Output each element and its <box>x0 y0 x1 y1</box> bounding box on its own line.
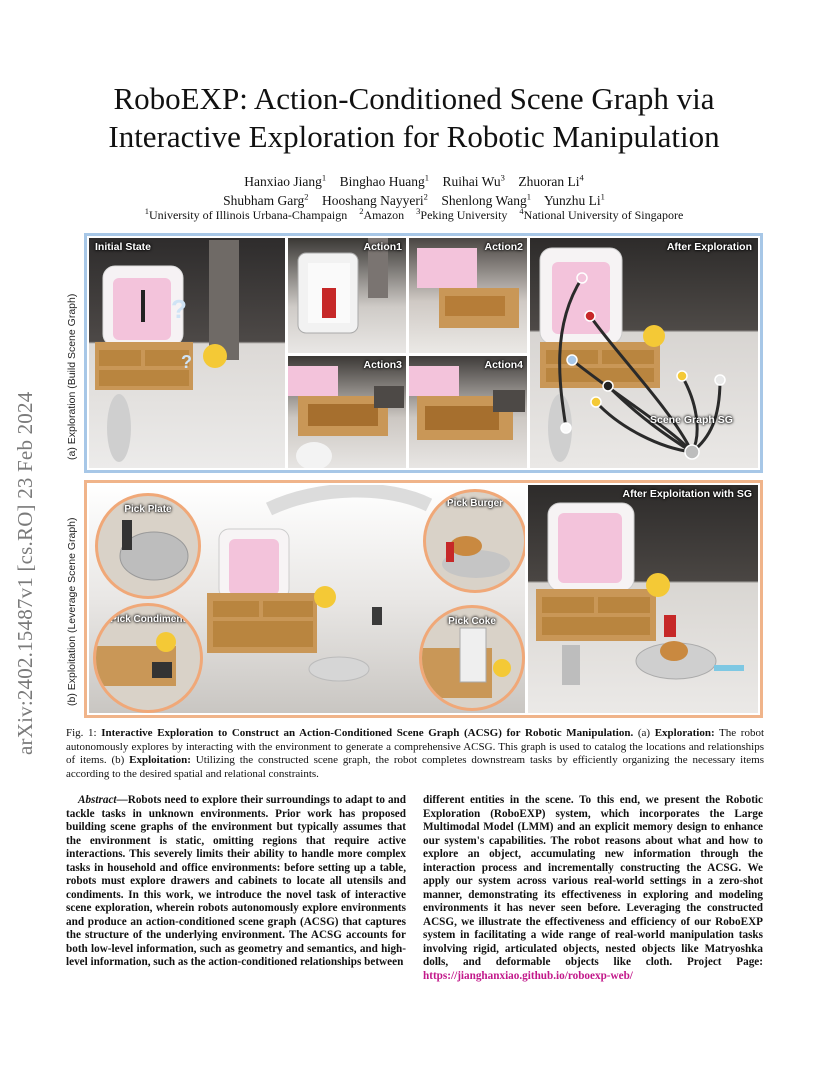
author-name: Yunzhu Li <box>543 193 601 208</box>
scene-graph-illustration <box>530 238 758 468</box>
affil-mark: 1 <box>144 206 149 216</box>
after-exploitation-photo <box>528 485 758 713</box>
action1-photo <box>288 238 406 353</box>
affil-mark: 4 <box>519 206 524 216</box>
author-affil-mark: 4 <box>579 172 584 183</box>
after-exploration-tag: After Exploration <box>666 241 752 253</box>
action3-illustration <box>288 356 406 468</box>
initial-state-tag: Initial State <box>95 241 152 253</box>
action1-illustration <box>288 238 406 353</box>
author-name: Hooshang Nayyeri <box>322 193 424 208</box>
author-affil-mark: 1 <box>321 172 327 183</box>
arxiv-stamp: arXiv:2402.15487v1 [cs.RO] 23 Feb 2024 <box>13 391 37 755</box>
title-line-1: RoboEXP: Action-Conditioned Scene Graph via <box>113 81 715 116</box>
project-page-link[interactable]: https://jianghanxiao.github.io/roboexp-web/ <box>423 969 633 982</box>
affiliation: National University of Singapore <box>523 208 684 222</box>
panel-b-label: (b) Exploitation (Leverage Scene Graph) <box>66 517 78 706</box>
author-name: Zhuoran Li <box>518 174 580 189</box>
action4-tag: Action4 <box>484 359 523 371</box>
figure-caption <box>66 727 764 781</box>
affil-mark: 2 <box>359 206 364 216</box>
after-exploitation-illustration <box>528 485 758 713</box>
exploration-panel <box>84 233 763 473</box>
project-page-label: Project Page: <box>686 956 763 968</box>
pick-condiment-inset <box>93 603 203 713</box>
caption-prefix: Fig. 1: <box>66 727 102 739</box>
exploitation-scene-photo <box>89 485 525 713</box>
panel-a-label: (a) Exploration (Build Scene Graph) <box>66 293 78 460</box>
action3-photo <box>288 356 406 468</box>
pick-plate-tag: Pick Plate <box>124 504 172 515</box>
affil-mark: 3 <box>416 206 421 216</box>
author-name: Hanxiao Jiang <box>244 174 322 189</box>
caption-b-heading: Exploitation: <box>129 754 191 766</box>
author-affil-mark: 2 <box>423 191 428 202</box>
action3-tag: Action3 <box>363 359 402 371</box>
pick-burger-inset <box>423 489 525 593</box>
author-name: Binghao Huang <box>339 174 425 189</box>
author-affil-mark: 2 <box>304 191 309 202</box>
caption-title: Interactive Exploration to Construct an Action-Conditioned Scene Graph (ACSG) for Robotic Manipulation. <box>101 727 634 739</box>
author-affil-mark: 3 <box>500 172 505 183</box>
author-name: Ruihai Wu <box>442 174 501 189</box>
abstract-heading: Abstract <box>78 794 117 806</box>
author-affil-mark: 1 <box>600 191 605 202</box>
after-exploration-photo <box>530 238 758 468</box>
abstract-text-1: —Robots need to explore their surroundings to adapt to and tackle tasks in unknown environments. Prior work has proposed building scene graphs of the environment but typically assumes that the environment is static, omitting regions that require active interactions. This severely limits their ability to handle more complex tasks in household and office environments: before setting up a table, robots must explore drawers and cabinets to locate all utensils and condiments. In this work, we introduce the novel task of interactive scene exploration, wherein robots autonomously explore environments and produce an action-conditioned scene graph (ACSG) that captures the structure of the underlying environment. The ACSG accounts for both low-level information, such as geometry and semantics, and high-level information, such as the action-conditioned relationships between <box>66 794 406 968</box>
affiliation: University of Illinois Urbana-Champaign <box>148 208 348 222</box>
affiliation: Amazon <box>363 208 405 222</box>
action2-photo <box>409 238 527 353</box>
exploitation-panel <box>84 480 763 718</box>
title-line-2: Interactive Exploration for Robotic Manipulation <box>108 119 720 154</box>
author-affil-mark: 1 <box>424 172 430 183</box>
pick-burger-tag: Pick Burger <box>446 498 504 509</box>
author-list <box>60 172 768 210</box>
action2-illustration <box>409 238 527 353</box>
svg-text:?: ? <box>171 294 187 324</box>
author-name: Shubham Garg <box>223 193 305 208</box>
caption-a-heading: Exploration: <box>654 727 715 739</box>
affiliation-list <box>60 208 768 223</box>
caption-a-text: The robot autonomously explores by interacting with the environment to generate a comprehensive ACSG. This graph is used to catalog the locations and relationships of items. <box>66 727 765 766</box>
abstract-column-left <box>66 794 406 970</box>
after-exploitation-tag: After Exploitation with SG <box>622 488 752 500</box>
caption-b-text: Utilizing the constructed scene graph, the robot completes downstream tasks by efficiently organizing the necessary items according to the desired spatial and relational constraints. <box>66 754 764 780</box>
author-name: Shenlong Wang <box>441 193 527 208</box>
action4-photo <box>409 356 527 468</box>
caption-a-label: (a) <box>637 727 655 739</box>
pick-condiment-tag: Pick Condiment <box>110 614 186 625</box>
pick-coke-tag: Pick Coke <box>448 616 496 627</box>
author-line-1 <box>60 172 768 191</box>
action2-tag: Action2 <box>484 241 523 253</box>
author-affil-mark: 1 <box>526 191 531 202</box>
svg-text:?: ? <box>181 352 192 372</box>
initial-state-photo <box>89 238 285 468</box>
caption-b-label: (b) <box>106 754 130 766</box>
paper-title <box>60 80 768 156</box>
scene-graph-tag: Scene Graph SG <box>650 414 733 426</box>
pick-coke-inset <box>419 605 525 711</box>
initial-state-illustration <box>89 238 285 468</box>
action4-illustration <box>409 356 527 468</box>
abstract-column-right <box>423 794 763 983</box>
action1-tag: Action1 <box>363 241 402 253</box>
affiliation: Peking University <box>420 208 508 222</box>
abstract-text-2: different entities in the scene. To this end, we present the Robotic Exploration (RoboEXP) system, which incorporates the Large Multimodal Model (LMM) and an explicit memory design to enhance our system's capabilities. The robot reasons about what and how to explore an object, accumulating new information through the interaction process and incrementally constructing the ACSG. We apply our system across various real-world settings in a zero-shot manner, demonstrating its effectiveness in exploring and modeling environments it has never seen before. Leveraging the constructed ACSG, we illustrate the effectiveness and efficiency of our RoboEXP system in facilitating a wide range of real-world manipulation tasks involving rigid, articulated objects, nested objects like Matryoshka dolls, and deformable objects like cloth. <box>423 794 763 968</box>
pick-plate-inset <box>95 493 201 599</box>
